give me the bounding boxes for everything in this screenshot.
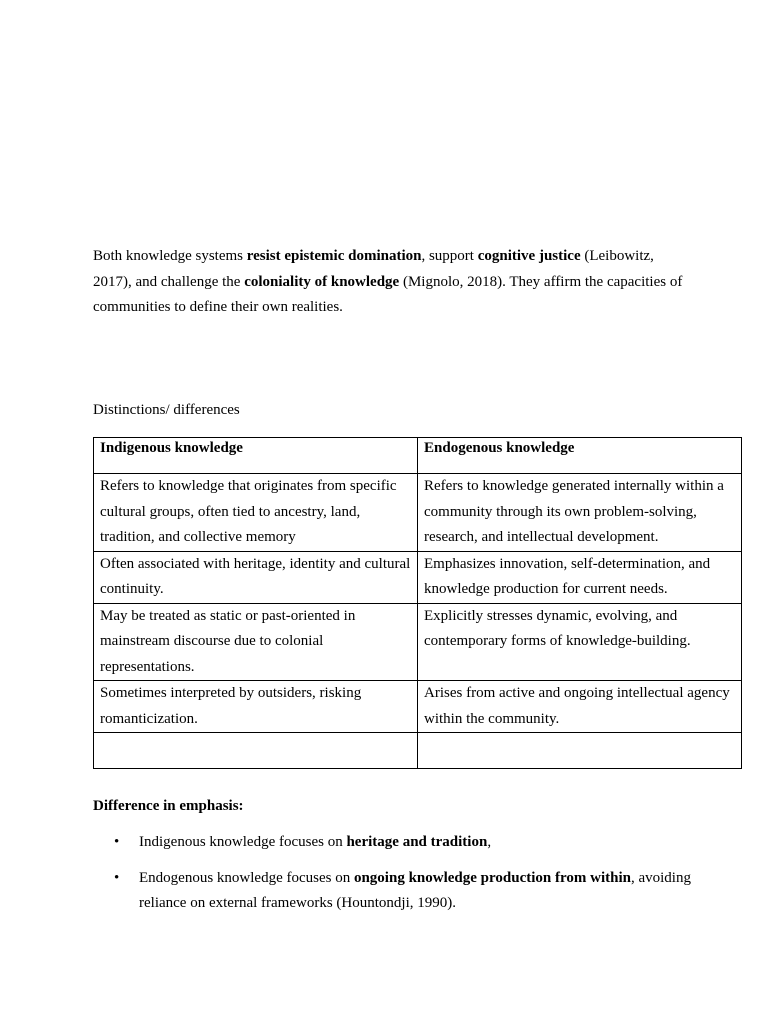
table-cell: Explicitly stresses dynamic, evolving, and contemporary forms of knowledge-building.: [418, 603, 742, 681]
table-header-cell: Indigenous knowledge: [94, 438, 418, 474]
bullet-icon: •: [114, 834, 120, 850]
bullet-icon: •: [114, 869, 120, 886]
intro-text-2: , support: [421, 248, 478, 264]
table-header-cell: Endogenous knowledge: [418, 438, 742, 474]
list-item: [93, 866, 693, 917]
table-row: [94, 474, 742, 552]
list-item-bold: ongoing knowledge production from within: [353, 869, 631, 886]
list-item-text: Endogenous knowledge focuses on: [139, 869, 354, 886]
intro-text-4: (Mignolo, 2018). They affirm the capacities of communities to define their own realities.: [93, 273, 683, 315]
distinctions-label: Distinctions/ differences: [93, 402, 240, 418]
table-header-row: [94, 438, 742, 474]
intro-bold-1: resist epistemic domination: [246, 248, 422, 264]
intro-text-3: (Leibowitz, 2017), and challenge the: [93, 248, 654, 290]
table-cell: Often associated with heritage, identity and cultural continuity.: [94, 551, 418, 603]
table-cell: Arises from active and ongoing intellectual agency within the community.: [418, 681, 742, 733]
table-cell: May be treated as static or past-oriented in mainstream discourse due to colonial representations.: [94, 603, 418, 681]
table-cell: Refers to knowledge generated internally within a community through its own problem-solving, research, and intellectual development.: [418, 474, 742, 552]
list-item-text: ,: [487, 834, 492, 850]
intro-paragraph: [93, 244, 693, 321]
list-item-text: , avoiding reliance on external frameworks (Hountondji, 1990).: [139, 869, 691, 911]
table-cell: Sometimes interpreted by outsiders, risking romanticization.: [94, 681, 418, 733]
table-row: [94, 681, 742, 733]
intro-bold-3: coloniality of knowledge: [244, 273, 400, 290]
table-cell: Emphasizes innovation, self-determination, and knowledge production for current needs.: [418, 551, 742, 603]
distinctions-table: [93, 437, 742, 769]
table-row: [94, 603, 742, 681]
list-item-bold: heritage and tradition: [346, 834, 488, 850]
intro-text-1: Both knowledge systems: [93, 248, 247, 264]
table-cell: [418, 733, 742, 769]
list-item-text: Indigenous knowledge focuses on: [139, 834, 347, 850]
intro-bold-2: cognitive justice: [477, 248, 581, 264]
table-cell: Refers to knowledge that originates from specific cultural groups, often tied to ancestry, land, tradition, and collective memory: [94, 474, 418, 552]
table-cell: [94, 733, 418, 769]
table-row: [94, 551, 742, 603]
table-row: [94, 733, 742, 769]
emphasis-heading: Difference in emphasis:: [93, 798, 244, 814]
list-item: [93, 830, 693, 856]
emphasis-list: [93, 830, 693, 927]
